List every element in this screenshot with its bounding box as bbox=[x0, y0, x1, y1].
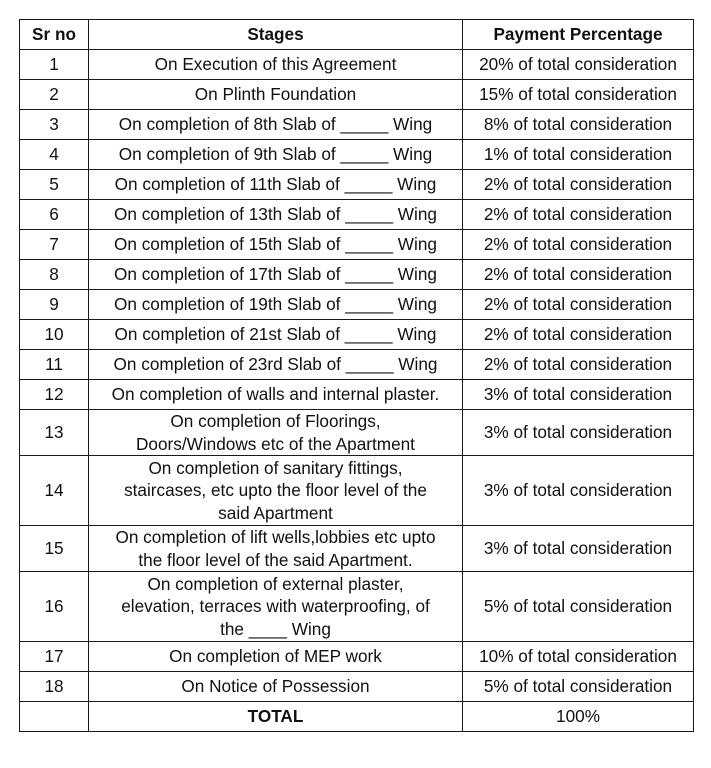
table-row bbox=[20, 110, 694, 140]
payment-cell: 5% of total consideration bbox=[463, 572, 694, 642]
stage-text-line: On completion of 9th Slab of _____ Wing bbox=[118, 144, 433, 165]
payment-cell: 5% of total consideration bbox=[463, 672, 694, 702]
stage-text-line: On completion of 8th Slab of _____ Wing bbox=[118, 114, 433, 135]
stage-cell bbox=[89, 350, 463, 380]
table-row bbox=[20, 672, 694, 702]
stage-cell bbox=[89, 672, 463, 702]
payment-cell: 2% of total consideration bbox=[463, 230, 694, 260]
stage-text-line: On completion of Floorings, bbox=[170, 411, 381, 431]
sr-no-cell: 14 bbox=[20, 456, 89, 526]
table-row bbox=[20, 80, 694, 110]
stage-cell bbox=[89, 140, 463, 170]
total-payment: 100% bbox=[463, 702, 694, 732]
payment-schedule-table bbox=[19, 19, 694, 732]
table-row bbox=[20, 260, 694, 290]
payment-cell: 2% of total consideration bbox=[463, 170, 694, 200]
stage-text-line: Doors/Windows etc of the Apartment bbox=[136, 433, 415, 454]
payment-cell: 2% of total consideration bbox=[463, 290, 694, 320]
stage-text-line: On completion of 19th Slab of _____ Wing bbox=[114, 294, 437, 315]
table-row bbox=[20, 350, 694, 380]
stage-text-line: On completion of 13th Slab of _____ Wing bbox=[114, 204, 437, 225]
stage-cell bbox=[89, 110, 463, 140]
sr-no-cell: 12 bbox=[20, 380, 89, 410]
payment-cell: 2% of total consideration bbox=[463, 200, 694, 230]
payment-cell: 8% of total consideration bbox=[463, 110, 694, 140]
header-stages: Stages bbox=[89, 20, 463, 50]
stage-cell bbox=[89, 260, 463, 290]
sr-no-cell: 6 bbox=[20, 200, 89, 230]
stage-cell bbox=[89, 320, 463, 350]
stage-text-line: On completion of sanitary fittings, bbox=[148, 457, 403, 478]
table-row bbox=[20, 140, 694, 170]
stage-cell bbox=[89, 572, 463, 642]
table-row bbox=[20, 526, 694, 572]
stage-text-line: On completion of walls and internal plaster. bbox=[111, 384, 440, 405]
header-row bbox=[20, 20, 694, 50]
table-row bbox=[20, 410, 694, 456]
table-row bbox=[20, 170, 694, 200]
sr-no-cell: 15 bbox=[20, 526, 89, 572]
payment-cell: 15% of total consideration bbox=[463, 80, 694, 110]
stage-text-line: elevation, terraces with waterproofing, of bbox=[121, 596, 430, 617]
payment-cell: 3% of total consideration bbox=[463, 526, 694, 572]
stage-text-line: On completion of lift wells,lobbies etc upto bbox=[115, 527, 436, 547]
table-row bbox=[20, 290, 694, 320]
table-row bbox=[20, 50, 694, 80]
stage-text-line: On completion of 21st Slab of _____ Wing bbox=[114, 324, 437, 345]
payment-cell: 2% of total consideration bbox=[463, 350, 694, 380]
sr-no-cell: 18 bbox=[20, 672, 89, 702]
stage-text-line: On completion of external plaster, bbox=[147, 573, 404, 594]
table-row bbox=[20, 380, 694, 410]
table-row bbox=[20, 642, 694, 672]
stage-text-line: On Notice of Possession bbox=[181, 676, 370, 697]
sr-no-cell: 1 bbox=[20, 50, 89, 80]
sr-no-cell: 5 bbox=[20, 170, 89, 200]
table-row bbox=[20, 200, 694, 230]
stage-text-line: On completion of 17th Slab of _____ Wing bbox=[114, 264, 437, 285]
sr-no-cell: 16 bbox=[20, 572, 89, 642]
sr-no-cell: 7 bbox=[20, 230, 89, 260]
sr-no-cell: 4 bbox=[20, 140, 89, 170]
total-sr-cell bbox=[20, 702, 89, 732]
sr-no-cell: 13 bbox=[20, 410, 89, 456]
sr-no-cell: 17 bbox=[20, 642, 89, 672]
table-row bbox=[20, 320, 694, 350]
sr-no-cell: 10 bbox=[20, 320, 89, 350]
stage-cell bbox=[89, 230, 463, 260]
stage-cell bbox=[89, 642, 463, 672]
sr-no-cell: 3 bbox=[20, 110, 89, 140]
payment-cell: 3% of total consideration bbox=[463, 380, 694, 410]
stage-text-line: On completion of 15th Slab of _____ Wing bbox=[114, 234, 437, 255]
stage-cell bbox=[89, 410, 463, 456]
stage-text-line: the ____ Wing bbox=[220, 618, 331, 639]
stage-text-line: On completion of 11th Slab of _____ Wing bbox=[114, 174, 437, 195]
stage-cell bbox=[89, 200, 463, 230]
stage-text-line: On completion of MEP work bbox=[169, 646, 382, 667]
stage-cell bbox=[89, 526, 463, 572]
sr-no-cell: 8 bbox=[20, 260, 89, 290]
payment-cell: 2% of total consideration bbox=[463, 320, 694, 350]
sr-no-cell: 11 bbox=[20, 350, 89, 380]
header-sr-no: Sr no bbox=[20, 20, 89, 50]
table-row bbox=[20, 572, 694, 642]
stage-cell bbox=[89, 50, 463, 80]
stage-cell bbox=[89, 456, 463, 526]
stage-text-line: staircases, etc upto the floor level of the bbox=[124, 480, 427, 501]
stage-cell bbox=[89, 80, 463, 110]
stage-cell bbox=[89, 380, 463, 410]
stage-text-line: said Apartment bbox=[218, 502, 333, 523]
table-row bbox=[20, 456, 694, 526]
total-row bbox=[20, 702, 694, 732]
sr-no-cell: 2 bbox=[20, 80, 89, 110]
total-label: TOTAL bbox=[89, 702, 463, 732]
stage-cell bbox=[89, 170, 463, 200]
table-body bbox=[20, 50, 694, 702]
table-row bbox=[20, 230, 694, 260]
payment-cell: 2% of total consideration bbox=[463, 260, 694, 290]
payment-cell: 10% of total consideration bbox=[463, 642, 694, 672]
payment-cell: 20% of total consideration bbox=[463, 50, 694, 80]
header-payment-percentage: Payment Percentage bbox=[463, 20, 694, 50]
payment-cell: 1% of total consideration bbox=[463, 140, 694, 170]
stage-text-line: On completion of 23rd Slab of _____ Wing bbox=[113, 354, 438, 375]
stage-text-line: On Execution of this Agreement bbox=[154, 54, 397, 75]
payment-cell: 3% of total consideration bbox=[463, 456, 694, 526]
stage-cell bbox=[89, 290, 463, 320]
sr-no-cell: 9 bbox=[20, 290, 89, 320]
stage-text-line: On Plinth Foundation bbox=[194, 84, 357, 105]
stage-text-line: the floor level of the said Apartment. bbox=[138, 549, 413, 570]
payment-cell: 3% of total consideration bbox=[463, 410, 694, 456]
